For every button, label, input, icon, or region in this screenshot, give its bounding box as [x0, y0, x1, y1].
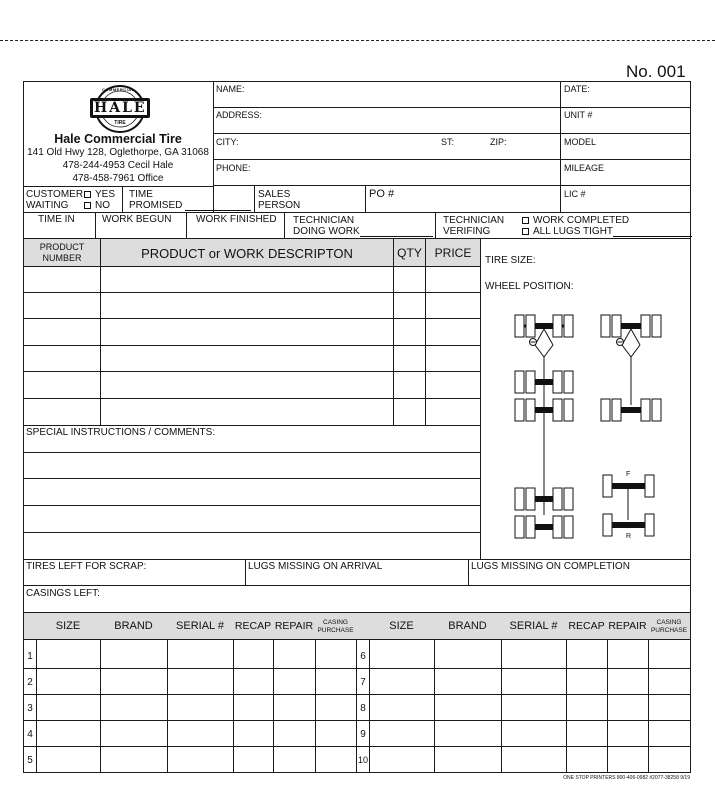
zip-label: ZIP: — [490, 137, 507, 147]
qty-header: QTY — [397, 246, 422, 260]
waiting-yes-option[interactable]: YES — [78, 189, 115, 200]
company-phone-cell: 478-244-4953 Cecil Hale — [62, 160, 174, 171]
row-number: 5 — [27, 755, 33, 766]
row-number: 10 — [357, 755, 368, 765]
repair-header-left: REPAIR — [274, 620, 314, 632]
row-number: 9 — [360, 729, 366, 740]
casing-purchase-header-right: CASING PURCHASE — [650, 619, 688, 634]
size-header-right: SIZE — [389, 620, 414, 632]
rear-axle-label: R — [626, 533, 632, 540]
description-header: PRODUCT or WORK DESCRIPTON — [141, 246, 353, 261]
brand-header-left: BRAND — [114, 620, 153, 632]
time-in-label: TIME IN — [38, 214, 75, 225]
company-phone-office: 478-458-7961 Office — [72, 173, 164, 184]
technician-doing-work-label: TECHNICIAN DOING WORK — [293, 215, 433, 237]
product-number-header: PRODUCT NUMBER — [39, 242, 85, 263]
wheel-position-label: WHEEL POSITION: — [485, 281, 574, 292]
perforation-line — [0, 40, 715, 41]
row-number: 8 — [360, 703, 366, 714]
row-number: 7 — [360, 677, 366, 688]
row-number: 2 — [27, 677, 33, 688]
lugs-missing-completion-label: LUGS MISSING ON COMPLETION — [471, 561, 630, 572]
address-label: ADDRESS: — [216, 110, 263, 120]
tires-left-for-scrap-label: TIRES LEFT FOR SCRAP: — [26, 561, 147, 572]
name-label: NAME: — [216, 84, 245, 94]
form-number: No. 001 — [626, 62, 686, 81]
lic-label: LIC # — [564, 189, 586, 199]
size-header-left: SIZE — [55, 620, 81, 632]
recap-header-left: RECAP — [234, 620, 272, 632]
row-number: 3 — [27, 703, 33, 714]
work-begun-label: WORK BEGUN — [102, 214, 172, 225]
logo-top-text: COMMERCIAL — [102, 87, 135, 92]
lugs-missing-arrival-label: LUGS MISSING ON ARRIVAL — [248, 561, 383, 572]
row-number: 4 — [27, 729, 33, 740]
left-steer-axle — [515, 315, 573, 357]
state-label: ST: — [441, 137, 455, 147]
left-trailer-axle-2 — [515, 516, 573, 538]
brand-header-right: BRAND — [448, 620, 487, 632]
phone-label: PHONE: — [216, 163, 251, 173]
model-label: MODEL — [564, 137, 597, 147]
unit-label: UNIT # — [564, 110, 593, 120]
repair-header-right: REPAIR — [608, 620, 647, 632]
no-checkbox[interactable] — [84, 202, 91, 209]
printer-credit: ONE STOP PRINTERS 800-406-0982 #2077-38258 9/19 — [563, 775, 690, 781]
company-name: Hale Commercial Tire — [54, 132, 182, 146]
date-label: DATE: — [564, 84, 590, 94]
casings-left-label: CASINGS LEFT: — [26, 588, 100, 599]
price-header: PRICE — [434, 246, 472, 260]
special-instructions-label: SPECIAL INSTRUCTIONS / COMMENTS: — [26, 427, 216, 438]
all-lugs-tight-option[interactable]: ALL LUGS TIGHT — [516, 226, 692, 237]
front-axle-label: F — [626, 471, 631, 478]
right-steer-axle — [601, 315, 661, 357]
recap-header-right: RECAP — [568, 620, 605, 632]
serial-header-right: SERIAL # — [509, 620, 558, 632]
time-promised-label: TIME PROMISED — [129, 189, 251, 211]
work-completed-option[interactable]: WORK COMPLETED — [516, 215, 629, 226]
city-label: CITY: — [216, 137, 239, 147]
row-number: 1 — [27, 651, 33, 662]
po-label: PO # — [369, 188, 395, 200]
mileage-label: MILEAGE — [564, 163, 605, 173]
casing-purchase-header-left: CASING PURCHASE — [317, 619, 354, 634]
tire-size-label: TIRE SIZE: — [485, 255, 536, 266]
sales-person-label: SALES PERSON — [258, 189, 301, 211]
work-finished-label: WORK FINISHED — [196, 214, 277, 225]
row-number: 6 — [360, 651, 366, 662]
wheel-position-diagram — [481, 295, 690, 559]
right-trailer — [603, 475, 654, 536]
logo-main-text: HALE — [94, 100, 147, 116]
yes-checkbox[interactable] — [84, 191, 91, 198]
serial-header-left: SERIAL # — [176, 620, 224, 632]
work-completed-checkbox[interactable] — [522, 217, 529, 224]
customer-waiting-label: CUSTOMER WAITING — [26, 189, 84, 211]
logo-bottom-text: TIRE — [114, 120, 126, 126]
waiting-no-option[interactable]: NO — [78, 200, 110, 211]
company-address: 141 Old Hwy 128, Oglethorpe, GA 31068 — [27, 147, 209, 158]
technician-verifing-label: TECHNICIAN VERIFING — [443, 215, 505, 237]
all-lugs-tight-checkbox[interactable] — [522, 228, 529, 235]
